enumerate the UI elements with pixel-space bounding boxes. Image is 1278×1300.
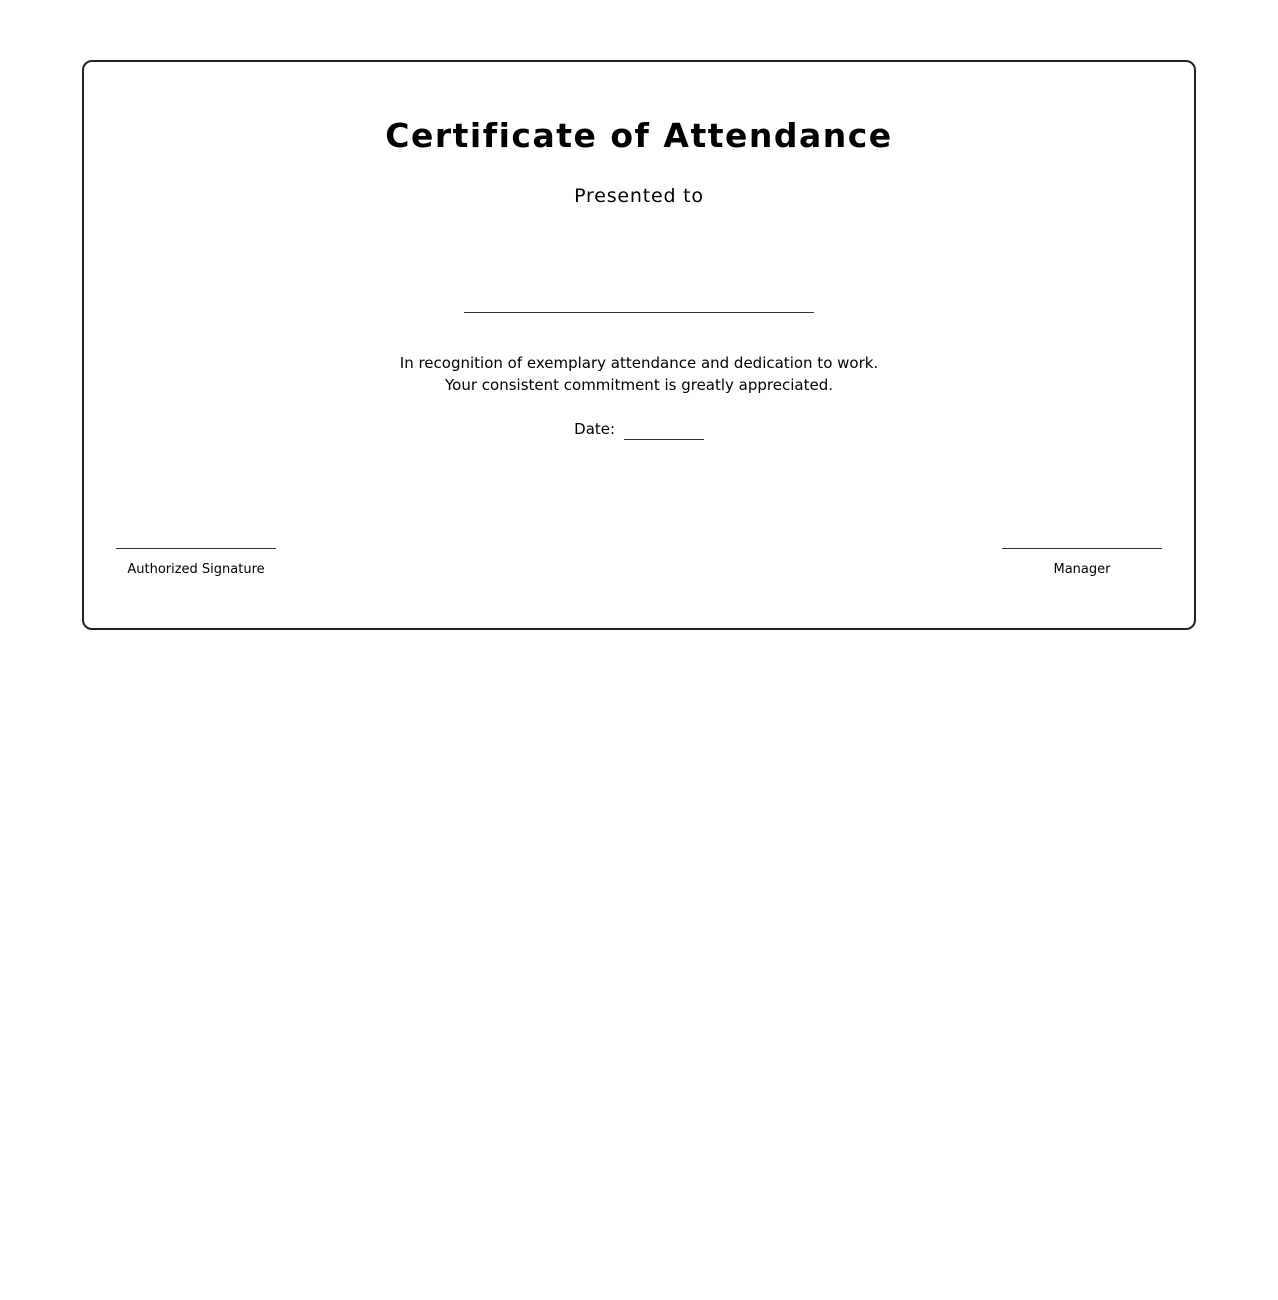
date-blank-line [624,423,704,440]
authorized-signature-block [116,548,276,579]
certificate-title: Certificate of Attendance [385,116,893,155]
manager-signature-line [1002,548,1162,549]
recipient-name-line [464,312,814,313]
authorized-signature-label: Authorized Signature [127,562,265,577]
manager-signature-label: Manager [1053,562,1111,577]
date-label: Date: [574,420,616,438]
message-line-1: In recognition of exemplary attendance and dedication to work. [399,354,879,372]
date-row [84,418,1194,440]
message-line-2: Your consistent commitment is greatly appreciated. [444,376,833,394]
certificate-card [82,60,1196,630]
authorized-signature-line [116,548,276,549]
presented-to-label: Presented to [574,185,704,207]
manager-signature-block [1002,548,1162,579]
recognition-message [84,352,1194,396]
